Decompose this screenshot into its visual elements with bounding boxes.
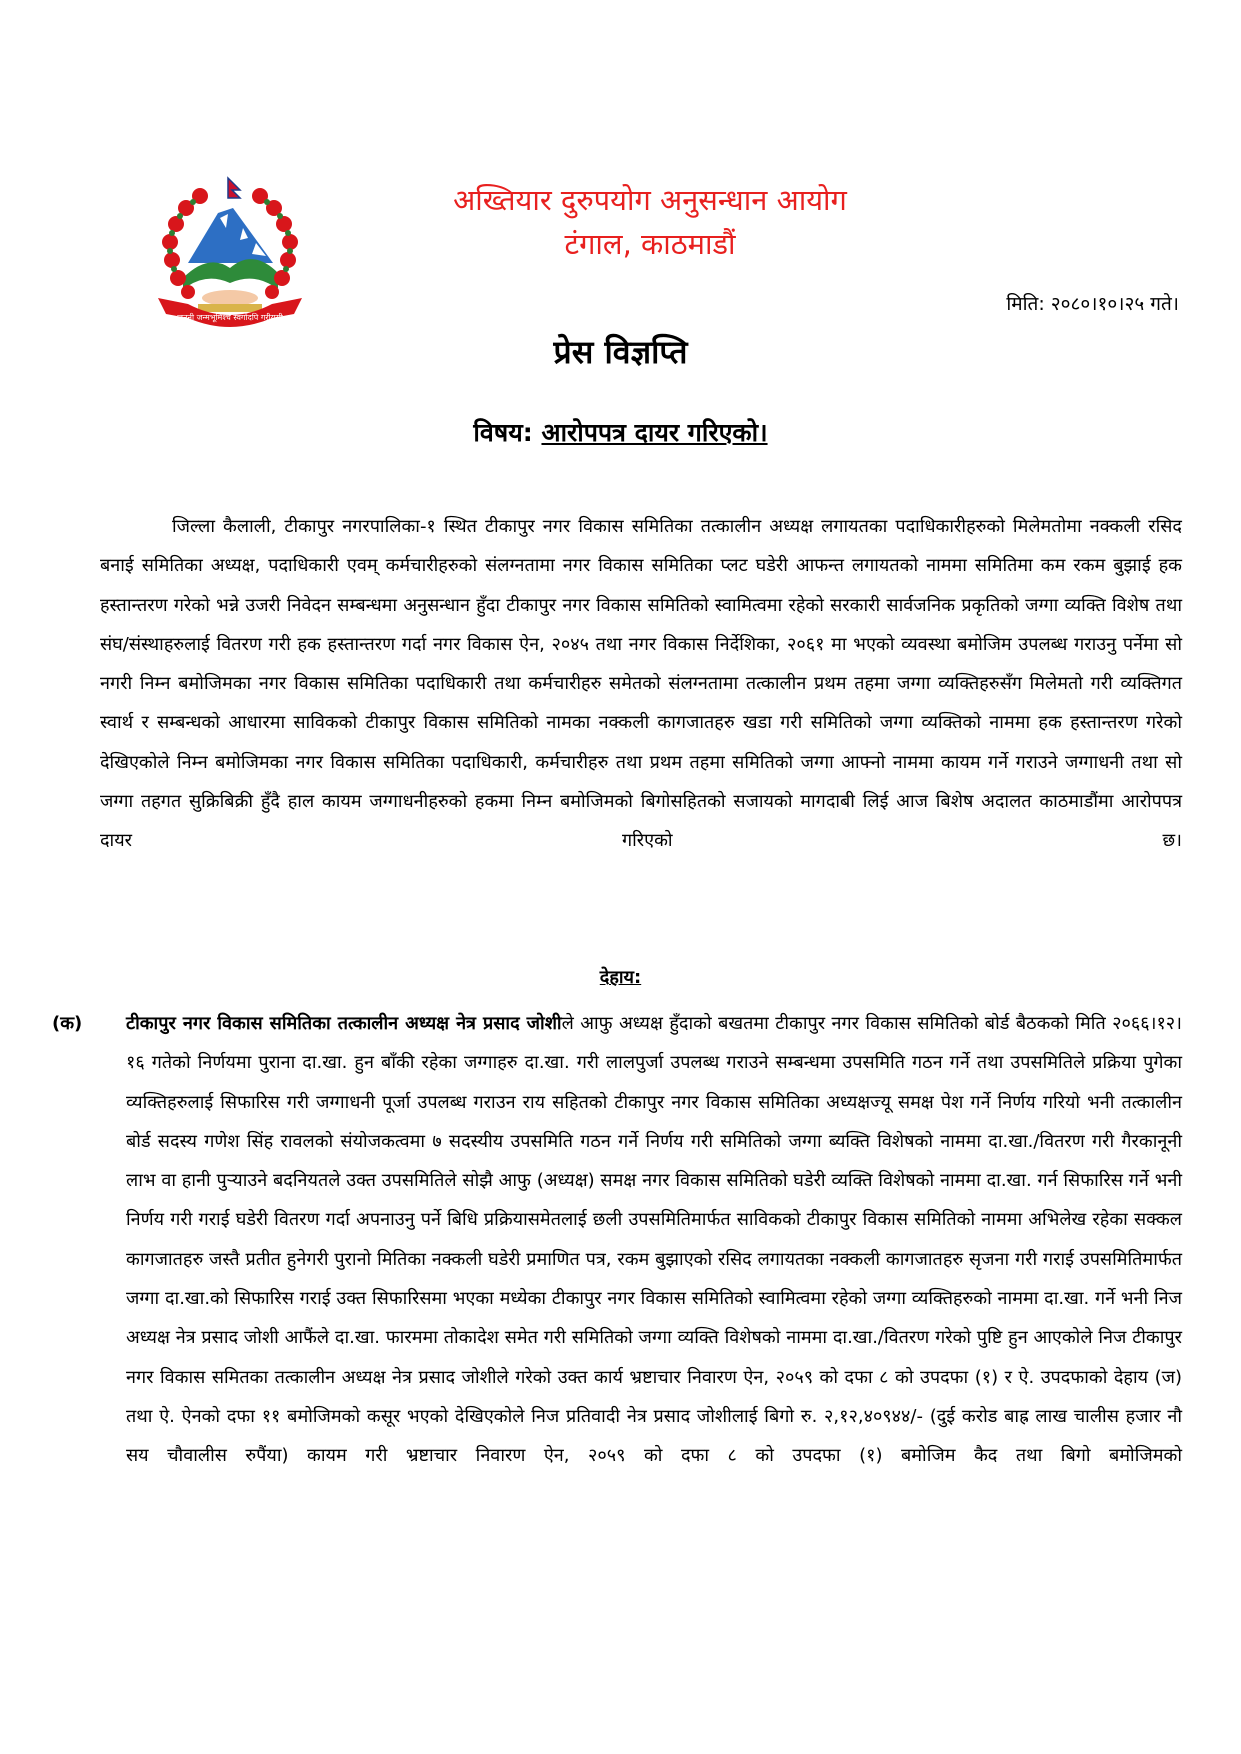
subject-label: विषय: — [473, 418, 533, 447]
intro-paragraph: जिल्ला कैलाली, टीकापुर नगरपालिका-१ स्थित टीकापुर नगर विकास समितिका तत्कालीन अध्यक्ष लगायतका पदाधिकारीहरुको मिलेमतोमा नक्कली रसिद बनाई समितिका अध्यक्ष, पदाधिकारी एवम् कर्मचारीहरुको संलग्नतामा नगर विकास समितिका प्लट घडेरी आफन्त लगायतको नाममा समितिमा कम रकम बुझाई हक हस्तान्तरण गरेको भन्ने उजरी निवेदन सम्बन्धमा अनुसन्धान हुँदा टीकापुर नगर विकास समितिको स्वामित्वमा रहेको सरकारी सार्वजनिक प्रकृतिको जग्गा व्यक्ति विशेष तथा संघ/संस्थाहरुलाई वितरण गरी हक हस्तान्तरण गर्दा नगर विकास ऐन, २०४५ तथा नगर विकास निर्देशिका, २०६१ मा भएको व्यवस्था बमोजिम उपलब्ध गराउनु पर्नेमा सो नगरी निम्न बमोजिमका नगर विकास समितिका पदाधिकारी तथा कर्मचारीहरु समेतको संलग्नतामा तत्कालीन प्रथम तहमा जग्गा व्यक्तिहरुसँग मिलेमतो गरी व्यक्तिगत स्वार्थ र सम्बन्धको आधारमा साविकको टीकापुर विकास समितिको नामका नक्कली कागजातहरु खडा गरी समितिको जग्गा व्यक्तिको नाममा हक हस्तान्तरण गरेको देखिएकोले निम्न बमोजिमका नगर विकास समितिका पदाधिकारी, कर्मचारीहरु तथा प्रथम तहमा समितिको जग्गा आफ्नो नाममा कायम गर्ने गराउने जग्गाधनी तथा सो जग्गा तहगत सुक्रिबिक्री हुँदै हाल कायम जग्गाधनीहरुको हकमा निम्न बमोजिमको बिगोसहितको सजायको मागदाबी लिई आज बिशेष अदालत काठमाडौंमा आरोपपत्र दायर गरिएको छ। — [100, 516, 1182, 852]
nepal-national-emblem-icon — [148, 168, 312, 332]
document-date: मिति: २०८०।१०।२५ गते। — [1006, 293, 1179, 315]
list-item-marker: (क) — [52, 1013, 83, 1034]
list-item-body: ले आफु अध्यक्ष हुँदाको बखतमा टीकापुर नगर विकास समितिको बोर्ड बैठकको मिति २०६६।१२।१६ गतेको निर्णयमा पुराना दा.खा. हुन बाँकी रहेका जग्गाहरु दा.खा. गरी लालपुर्जा उपलब्ध गराउने सम्बन्धमा उपसमिति गठन गर्ने तथा उपसमितिले प्रक्रिया पुगेका व्यक्तिहरुलाई सिफारिस गरी जग्गाधनी पूर्जा उपलब्ध गराउन राय सहितको टीकापुर नगर विकास समितिका अध्यक्षज्यू समक्ष पेश गर्ने निर्णय गरियो भनी तत्कालीन बोर्ड सदस्य गणेश सिंह रावलको संयोजकत्वमा ७ सदस्यीय उपसमिति गठन गर्ने निर्णय गरी समितिको जग्गा ब्यक्ति विशेषको नाममा दा.खा./वितरण गरी गैरकानूनी लाभ वा हानी पुऱ्याउने बदनियतले उक्त उपसमितिले सोझै आफु (अध्यक्ष) समक्ष नगर विकास समितिको घडेरी व्यक्ति विशेषको नाममा दा.खा. गर्न सिफारिस गर्ने भनी निर्णय गरी गराई घडेरी वितरण गर्दा अपनाउनु पर्ने बिधि प्रक्रियासमेतलाई छली उपसमितिमार्फत साविकको टीकापुर विकास समितिको नाममा अभिलेख रहेका सक्कल कागजातहरु जस्तै प्रतीत हुनेगरी पुरानो मितिका नक्कली घडेरी प्रमाणित पत्र, रकम बुझाएको रसिद लगायतका नक्कली कागजातहरु सृजना गरी गराई उपसमितिमार्फत जग्गा दा.खा.को सिफारिस गराई उक्त सिफारिसमा भएका मध्येका टीकापुर नगर विकास समितिको स्वामित्वमा रहेको जग्गा व्यक्तिहरुको नाममा दा.खा. गर्ने भनी निज अध्यक्ष नेत्र प्रसाद जोशी आफैंले दा.खा. फारममा तोकादेश समेत गरी समितिको जग्गा व्यक्ति विशेषको नाममा दा.खा./वितरण गरेको पुष्टि हुन आएकोले निज टीकापुर नगर विकास समितका तत्कालीन अध्यक्ष नेत्र प्रसाद जोशीले गरेको उक्त कार्य भ्रष्टाचार निवारण ऐन, २०५९ को दफा ८ को उपदफा (१) र ऐ. उपदफाको देहाय (ज) तथा ऐ. ऐनको दफा ११ बमोजिमको कसूर भएको देखिएकोले निज प्रतिवादी नेत्र प्रसाद जोशीलाई बिगो रु. २,१२,४०९४४/- (दुई करोड बाह्र लाख चालीस हजार नौ सय चौवालीस रुपैंया) कायम गरी भ्रष्टाचार निवारण ऐन, २०५९ को दफा ८ को उपदफा (१) बमोजिम कैद तथा बिगो बमोजिमको — [126, 1013, 1182, 1467]
organization-name: अख्तियार दुरुपयोग अनुसन्धान आयोग — [453, 183, 847, 217]
page-title: प्रेस विज्ञप्ति — [553, 333, 688, 371]
list-item-lead: टीकापुर नगर विकास समितिका तत्कालीन अध्यक्ष नेत्र प्रसाद जोशी — [126, 1013, 562, 1034]
handshake-shape — [202, 290, 258, 306]
emblem-motto: जननी जन्मभूमिश्च स्वर्गादपि गरीयसी — [177, 313, 283, 322]
subject-text: आरोपपत्र दायर गरिएको। — [541, 418, 768, 447]
intro-section — [100, 507, 1182, 861]
organization-location: टंगाल, काठमाडौं — [564, 227, 736, 261]
flag-shape — [228, 178, 240, 198]
list-item-text — [126, 1004, 1182, 1476]
subject-line — [0, 415, 1241, 449]
emblem-graphic — [148, 168, 312, 332]
organization-header — [380, 178, 920, 266]
section-heading: देहाय: — [599, 967, 642, 988]
